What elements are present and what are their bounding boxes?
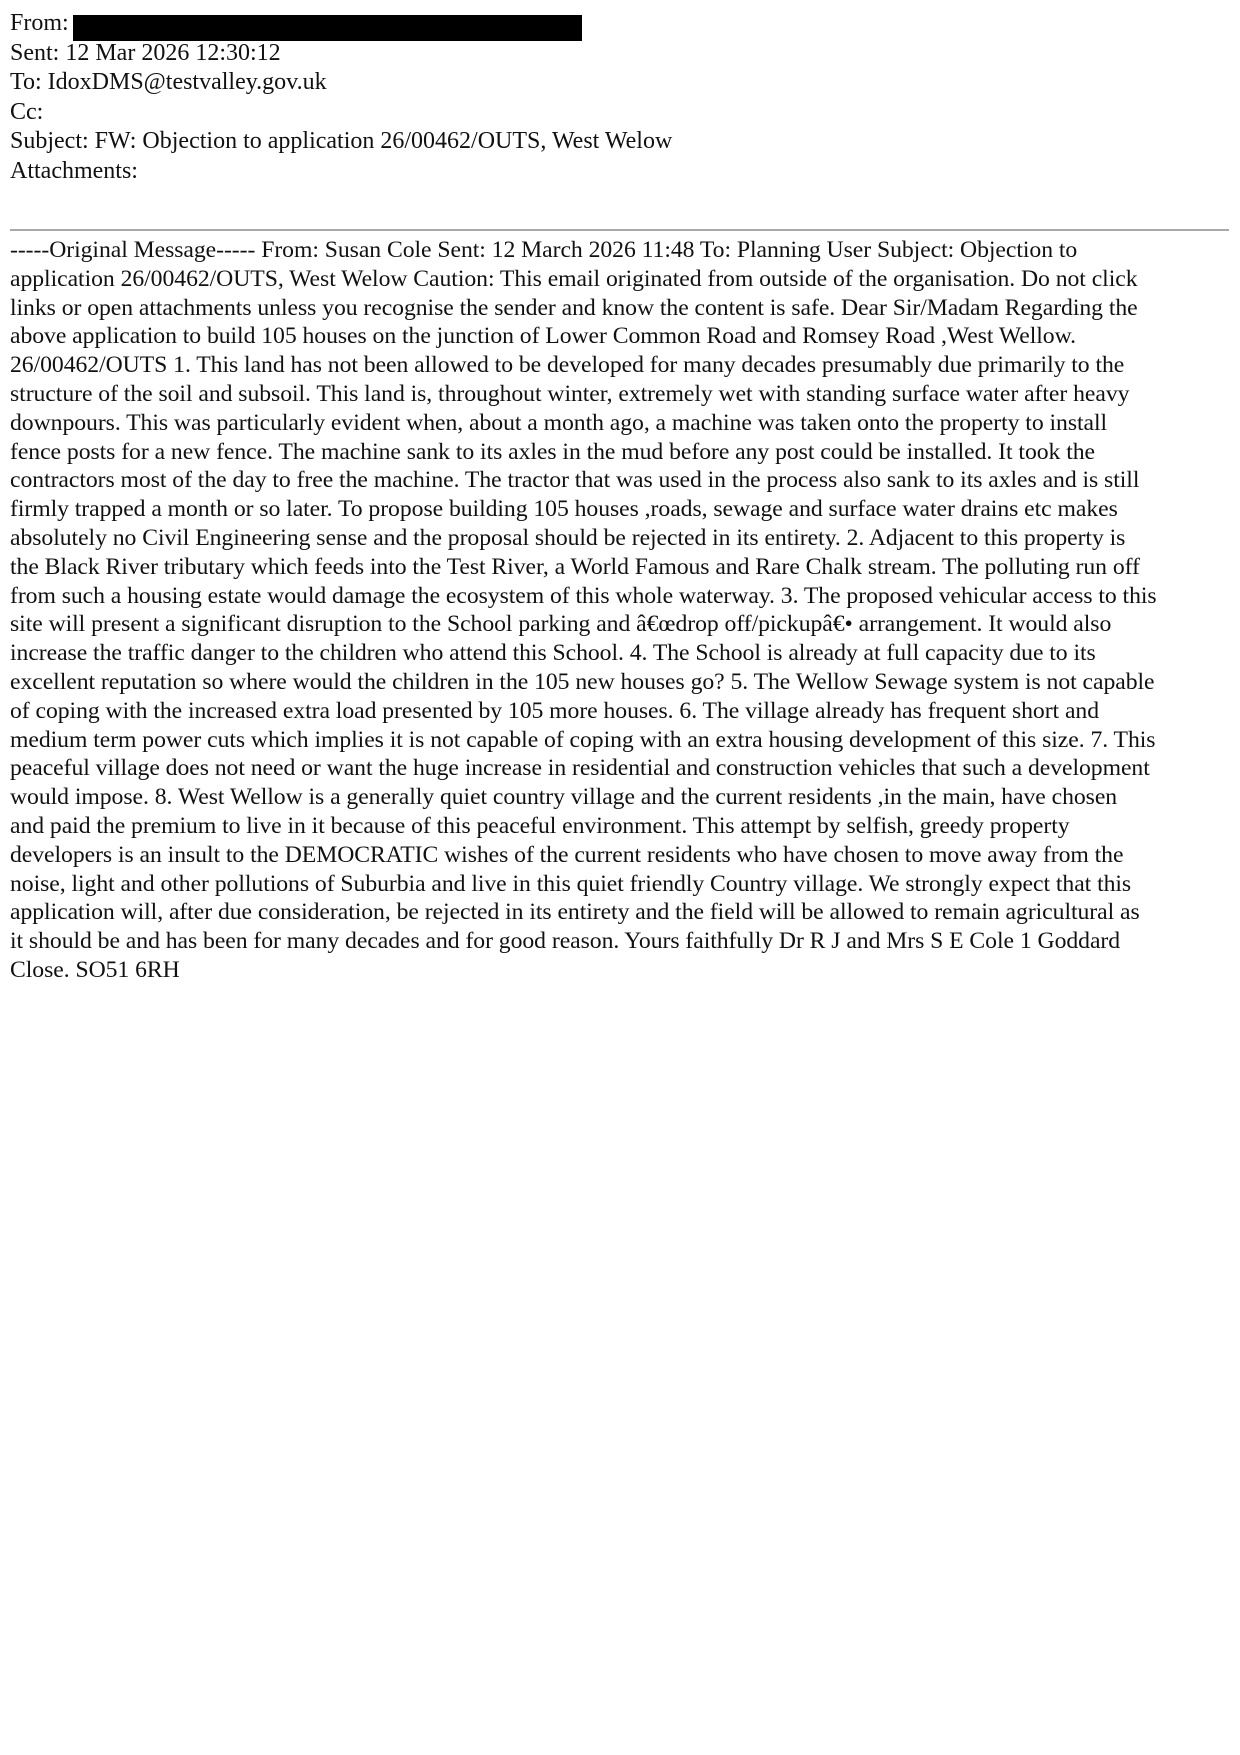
attachments-row [10,157,1225,187]
subject-value: FW: Objection to application 26/00462/OUTS, West Welow [94,128,673,154]
subject-row [10,127,1225,157]
attachments-label: Attachments: [10,157,138,184]
to-label: To: [10,69,42,95]
sent-label: Sent: [10,39,60,66]
email-body: -----Original Message----- From: Susan Cole Sent: 12 March 2026 11:48 To: Planning User Subject: Objection to application 26/00462/OUTS, West Welow Caution: This email originated from outside of the organisation. Do not click links or open attachments unless you recognise the sender and know the content is safe. Dear Sir/Madam Regarding the above application to build 105 houses on the junction of Lower Common Road and Romsey Road ,West Wellow. 26/00462/OUTS 1. This land has not been allowed to be developed for many decades presumably due primarily to the structure of the soil and subsoil. This land is, throughout winter, extremely wet with standing surface water after heavy downpours. This was particularly evident when, about a month ago, a machine was taken onto the property to install fence posts for a new fence. The machine sank to its axles in the mud before any post could be installed. It took the contractors most of the day to free the machine. The tractor that was used in the process also sank to its axles and is still firmly trapped a month or so later. To propose building 105 houses ,roads, sewage and surface water drains etc makes absolutely no Civil Engineering sense and the proposal should be rejected in its entirety. 2. Adjacent to this property is the Black River tributary which feeds into the Test River, a World Famous and Rare Chalk stream. The polluting run off from such a housing estate would damage the ecosystem of this whole waterway. 3. The proposed vehicular access to this site will present a significant disruption to the School parking and â€œdrop off/pickupâ€• arrangement. It would also increase the traffic danger to the children who attend this School. 4. The School is already at full capacity due to its excellent reputation so where would the children in the 105 new houses go? 5. The Wellow Sewage system is not capable of coping with the increased extra load presented by 105 more houses. 6. The village already has frequent short and medium term power cuts which implies it is not capable of coping with an extra housing development of this size. 7. This peaceful village does not need or want the huge increase in residential and construction vehicles that such a development would impose. 8. West Wellow is a generally quiet country village and the current residents ,in the main, have chosen and paid the premium to live in it because of this peaceful environment. This attempt by selfish, greedy property developers is an insult to the DEMOCRATIC wishes of the current residents who have chosen to move away from the noise, light and other pollutions of Suburbia and live in this quiet friendly Country village. We strongly expect that this application will, after due consideration, be rejected in its entirety and the field will be allowed to remain agricultural as it should be and has been for many decades and for good reason. Yours faithfully Dr R J and Mrs S E Cole 1 Goddard Close. SO51 6RH [10,237,1157,983]
cc-row [10,98,1225,128]
to-value: IdoxDMS@testvalley.gov.uk [47,69,327,95]
from-redaction-block [73,15,582,41]
subject-label: Subject: [10,128,89,154]
sent-value: 12 Mar 2026 12:30:12 [65,39,281,66]
from-row [10,9,1225,39]
header-divider [10,229,1229,231]
email-header [10,9,1225,186]
from-label: From: [10,10,69,36]
to-row [10,68,1225,98]
cc-label: Cc: [10,98,44,125]
sent-row [10,39,1225,69]
